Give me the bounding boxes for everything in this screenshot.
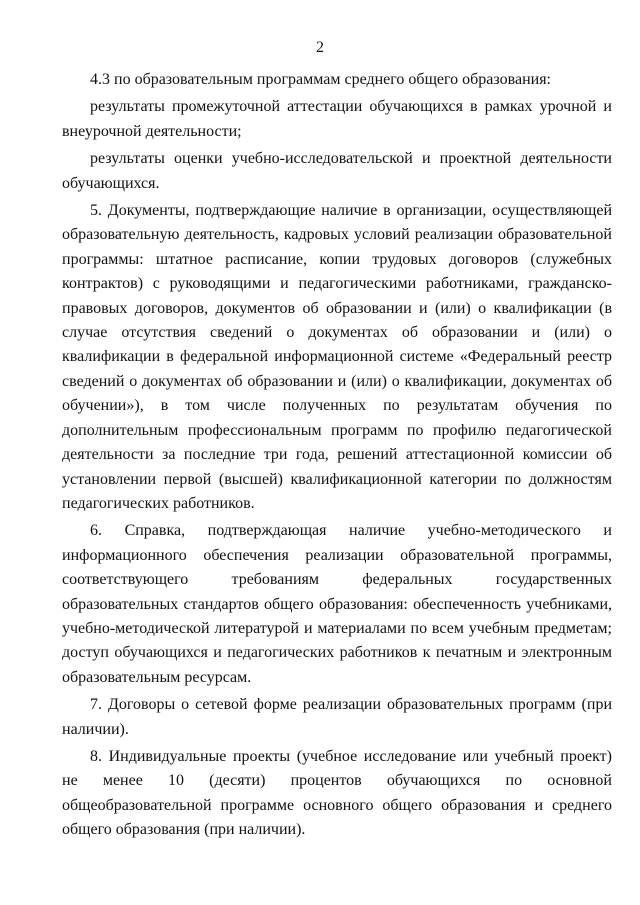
paragraph-research-assessment: результаты оценки учебно-исследовательской и проектной деятельности обучающихся. <box>62 150 612 192</box>
document-body <box>62 68 612 846</box>
paragraph-4-3-heading: 4.3 по образовательным программам среднего общего образования: <box>90 71 551 88</box>
paragraph-8-individual-projects: 8. Индивидуальные проекты (учебное исследование или учебный проект) не менее 10 (десяти) процентов обучающихся по основной общеобразовательной программе основного общего образования и среднего общего образования (при наличии). <box>62 747 612 839</box>
paragraph-7-network-agreements: 7. Договоры о сетевой форме реализации образовательных программ (при наличии). <box>62 696 612 738</box>
paragraph-interim-attestation: результаты промежуточной аттестации обучающихся в рамках урочной и внеурочной деятельности; <box>62 98 612 140</box>
paragraph-5-staffing-documents: 5. Документы, подтверждающие наличие в организации, осуществляющей образовательную деятельность, кадровых условий реализации образовательной программы: штатное расписание, копии трудовых договоров (служебных контрактов) с руководящими и педагогическими работниками, гражданско-правовых договоров, документов об образовании и (или) о квалификации (в случае отсутствия сведений о документах об образовании и (или) о квалификации в федеральной информационной системе «Федеральный реестр сведений о документах об образовании и (или) о квалификации, документах об обучении»), в том числе полученных по результатам обучения по дополнительным профессиональным программ по профилю педагогической деятельности за последние три года, решений аттестационной комиссии об установлении первой (высшей) квалификационной категории по должностям педагогических работников. <box>62 202 612 512</box>
paragraph-6-methodological-support: 6. Справка, подтверждающая наличие учебно-методического и информационного обеспечения реализации образовательной программы, соответствующего требованиям федеральных государственных образовательных стандартов общего образования: обеспеченность учебниками, учебно-методической литературой и материалами по всем учебным предметам; доступ обучающихся и педагогических работников к печатным и электронным образовательным ресурсам. <box>62 522 612 686</box>
page-number: 2 <box>316 39 324 56</box>
